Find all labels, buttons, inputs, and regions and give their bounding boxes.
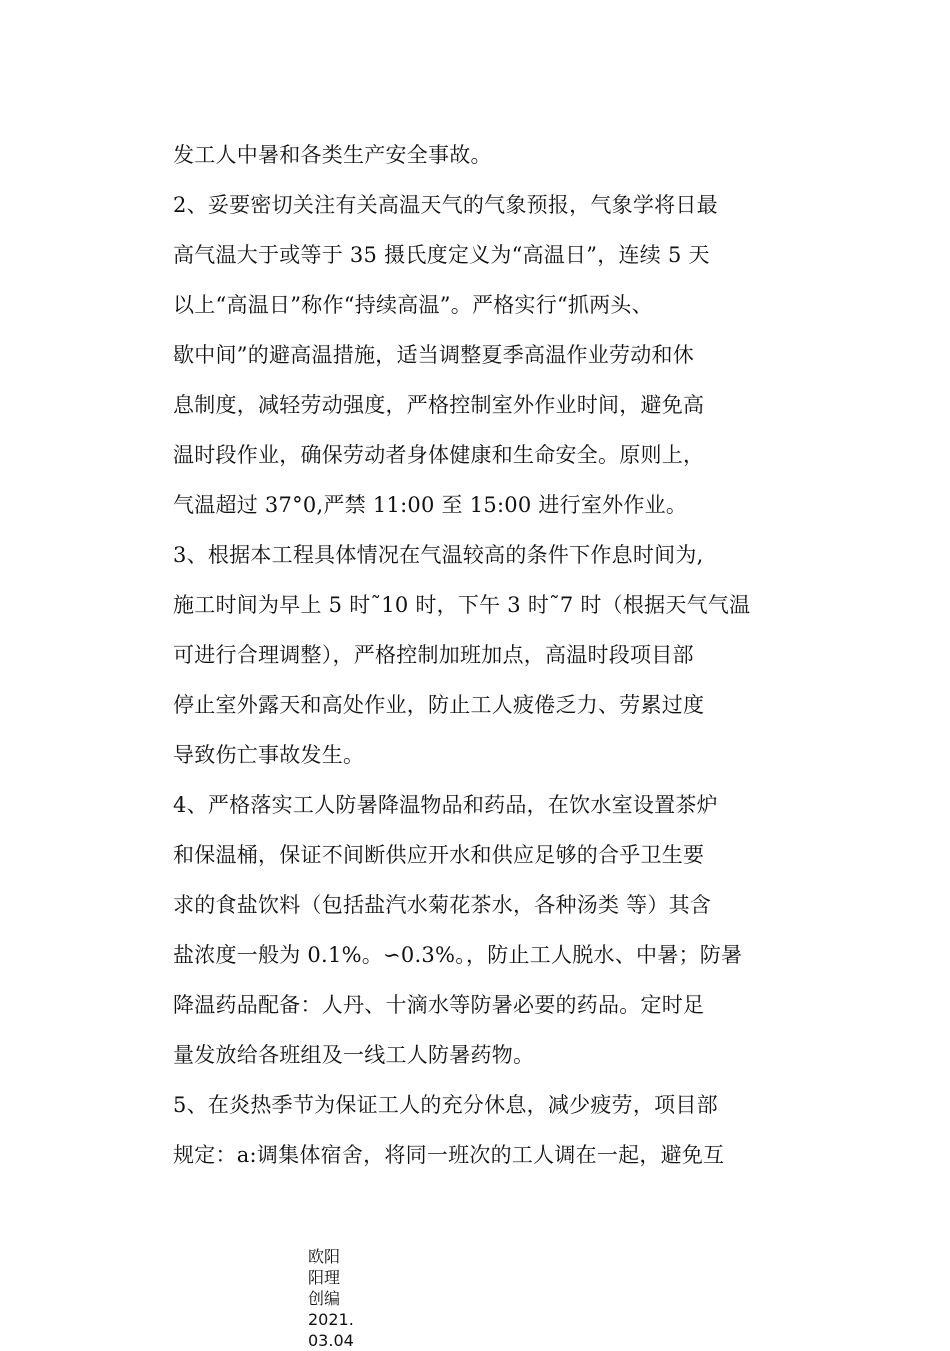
- text-line: 降温药品配备：人丹、十滴水等防暑必要的药品。定时足: [173, 993, 705, 1017]
- text-line: 停止室外露天和高处作业，防止工人疲倦乏力、劳累过度: [173, 693, 705, 717]
- text-line: 5、在炎热季节为保证工人的充分休息，减少疲劳，项目部: [173, 1093, 718, 1117]
- text-line: 2、妥要密切关注有关高温天气的气象预报，气象学将日最: [173, 193, 718, 217]
- text-line: 高气温大于或等于 35 摄氏度定义为“高温日”，连续 5 天: [173, 243, 710, 267]
- text-line: 和保温桶，保证不间断供应开水和供应足够的合乎卫生要: [173, 843, 705, 867]
- text-line: 以上“高温日”称作“持续高温”。严格实行“抓两头、: [173, 293, 653, 317]
- text-line: 4、严格落实工人防暑降温物品和药品，在饮水室设置茶炉: [173, 793, 718, 817]
- text-line: 气温超过 37°0,严禁 11:00 至 15:00 进行室外作业。: [173, 493, 688, 517]
- body-text: [173, 130, 778, 1180]
- author-date-footer: [308, 1246, 364, 1351]
- footer-line: 2021.: [308, 1310, 354, 1329]
- footer-line: 03.04: [308, 1331, 354, 1350]
- text-line: 温时段作业，确保劳动者身体健康和生命安全。原则上，: [173, 443, 705, 467]
- footer-line: 阳理: [308, 1268, 341, 1287]
- text-line: 求的食盐饮料（包括盐汽水菊花茶水，各种汤类 等）其含: [173, 893, 712, 917]
- text-line: 息制度，减轻劳动强度，严格控制室外作业时间，避免高: [173, 393, 705, 417]
- footer-line: 欧阳: [308, 1247, 341, 1266]
- text-line: 发工人中暑和各类生产安全事故。: [173, 143, 492, 167]
- footer-line: 创编: [308, 1289, 341, 1308]
- text-line: 规定：a:调集体宿舍，将同一班次的工人调在一起，避免互: [173, 1143, 725, 1167]
- text-line: 歇中间”的避高温措施，适当调整夏季高温作业劳动和休: [173, 343, 694, 367]
- text-line: 可进行合理调整），严格控制加班加点，高温时段项目部: [173, 643, 694, 667]
- text-line: 量发放给各班组及一线工人防暑药物。: [173, 1043, 535, 1067]
- text-line: 导致伤亡事故发生。: [173, 743, 365, 767]
- text-line: 施工时间为早上 5 时˜10 时，下午 3 时˜7 时（根据天气气温: [173, 593, 751, 617]
- text-line: 3、根据本工程具体情况在气温较高的条件下作息时间为,: [173, 543, 704, 567]
- text-line: 盐浓度一般为 0.1%。∽0.3%。，防止工人脱水、中暑；防暑: [173, 943, 743, 967]
